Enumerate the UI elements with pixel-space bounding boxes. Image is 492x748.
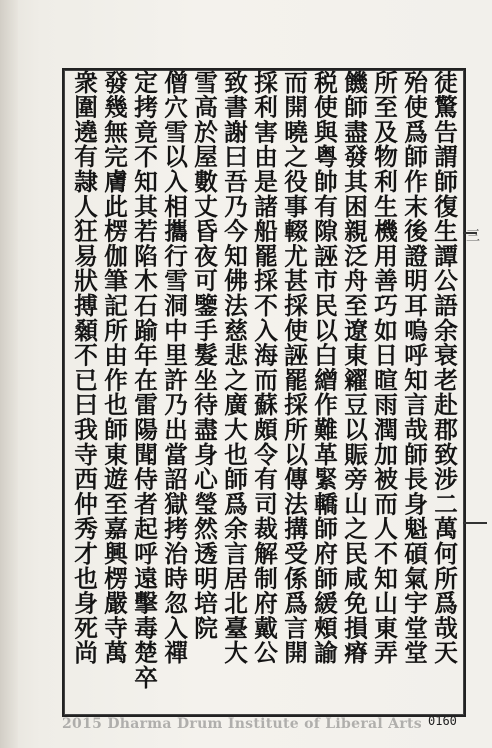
text-column-13: 衆圍遶有隷人狂易狀搏顙不已曰我寺西仲秀才也身死尚 [70, 70, 98, 666]
marginal-note: 三 [464, 228, 480, 242]
text-column-10: 僧穴雪以入相攜行雪洞中里許乃出當詔獄拷治時忽入禪 [160, 70, 188, 666]
text-column-11: 定拷竟不知其若陷木石踰年在雷陽聞侍者起呼遠擊毒楚卒 [130, 70, 158, 690]
binding-gutter [0, 0, 18, 748]
text-column-3: 所至及物利生機用善巧如日暄雨潤加被而人不知山東弄 [370, 70, 398, 666]
text-column-5: 税使與粤帥有隙誣市民以白繒作難革緊轎師府師緩頰諭 [310, 70, 338, 666]
text-column-6: 而開曉之役事輟尤甚採使誣罷採所以傳法搆受係爲言開 [280, 70, 308, 666]
page-number: 0160 [428, 714, 457, 728]
text-column-1: 徒驚告謂師復生譚公語余衰老赴郡致涉二萬何所爲哉天 [430, 70, 458, 666]
text-column-12: 發幾無完膚此楞伽筆記所由作也師東遊至嘉興楞嚴寺萬 [100, 70, 128, 666]
text-column-8: 致書謝曰吾乃今知佛法慈悲之廣大也師爲余言居北臺大 [220, 70, 248, 666]
text-column-4: 饑師盡發其困親泛舟至遼東糴豆以賑旁山之民咸免損瘠 [340, 70, 368, 666]
margin-tick-mark-lower [463, 522, 487, 524]
text-column-2: 殆使爲師作末後證明耳嗚呼知言哉師長身魁碩氣宇堂堂 [400, 70, 428, 666]
text-column-7: 採利害由是諸船罷採不入海而蘇頗令有司裁解制府戴公 [250, 70, 278, 666]
text-column-9: 雪高於屋數丈昏夜可鑒手髮坐待盡身心瑩然透明培院 [190, 70, 218, 641]
classical-chinese-text-block [68, 70, 462, 712]
watermark-footer: 2015 Dharma Drum Institute of Liberal Arts [62, 716, 422, 732]
